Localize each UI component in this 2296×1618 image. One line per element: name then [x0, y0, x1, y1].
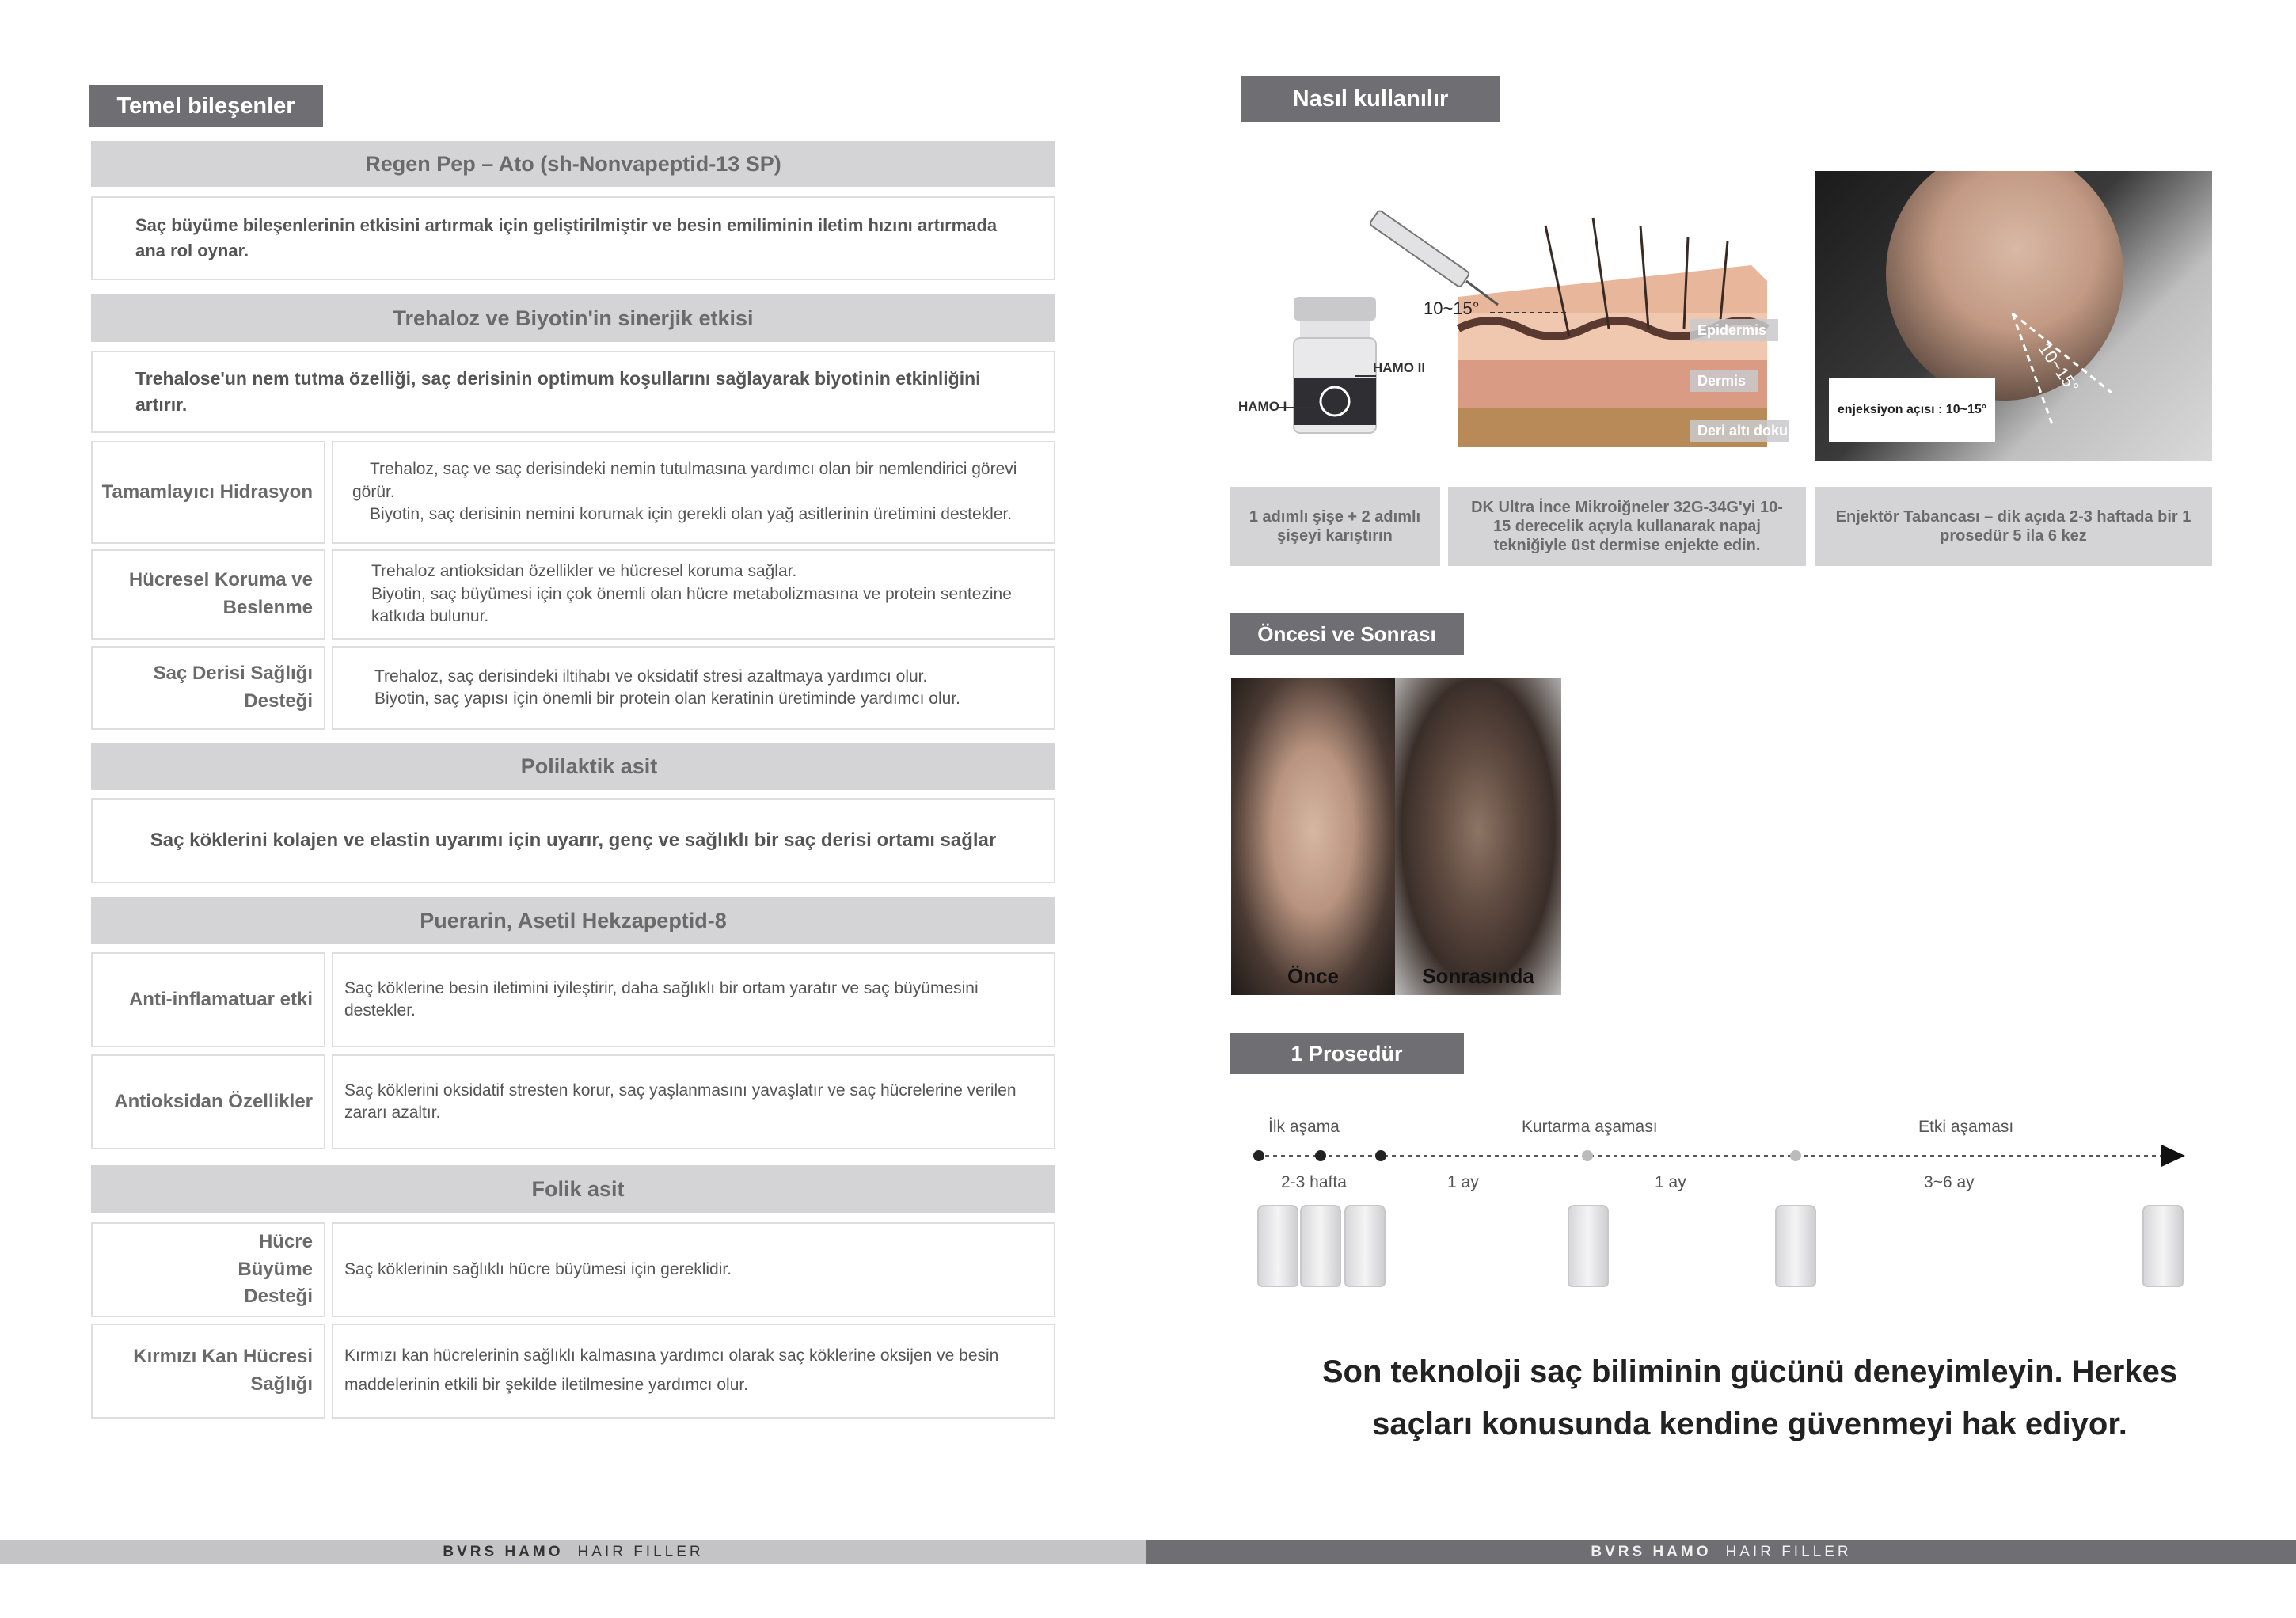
duration-3: 1 ay	[1655, 1173, 1686, 1191]
folic-label-1: Hücre Büyüme Desteği	[91, 1222, 325, 1317]
trehalose-desc-1-line2: Biyotin, saç derisinin nemini korumak için gerekli olan yağ asitlerinin üretimini destekler.	[370, 505, 1013, 524]
folic-label-2: Kırmızı Kan Hücresi Sağlığı	[91, 1324, 325, 1419]
subcutis-label: Deri altı doku	[1697, 423, 1789, 439]
trehalose-label-1: Tamamlayıcı Hidrasyon	[91, 441, 325, 544]
pla-text: Saç köklerini kolajen ve elastin uyarımı için uyarır, genç ve sağlıklı bir saç derisi ortamı sağlar	[150, 829, 997, 851]
puerarin-desc-2: Saç köklerini oksidatif stresten korur, saç yaşlanmasını yavaşlatır ve saç hücrelerine verilen zararı azaltır.	[332, 1054, 1055, 1149]
slogan-line-1: Son teknoloji saç biliminin gücünü deneyimleyin. Herkes	[1321, 1354, 2178, 1389]
slogan	[1235, 1346, 2264, 1450]
trehalose-desc-1-line1: Trehaloz, saç ve saç derisindeki nemin tutulmasına yardımcı olan bir nemlendirici görevi görür.	[352, 460, 1017, 501]
puerarin-heading: Puerarin, Asetil Hekzapeptid-8	[91, 897, 1055, 944]
trehalose-desc-2	[332, 549, 1055, 640]
syringe-illustration	[1369, 210, 1498, 305]
dermis-label: Dermis	[1697, 373, 1747, 389]
puerarin-desc-1: Saç köklerine besin iletimini iyileştirir, daha sağlıklı bir ortam yaratır ve saç büyümesini destekler.	[332, 952, 1055, 1047]
phase-recovery: Kurtarma aşaması	[1522, 1118, 1658, 1136]
duration-1: 2-3 hafta	[1281, 1173, 1347, 1191]
timeline-line	[1251, 1140, 2193, 1172]
trehalose-text: Trehalose'un nem tutma özelliği, saç derisinin optimum koşullarını sağlayarak biyotinin etkinliğini artırır.	[135, 367, 981, 415]
epidermis-label: Epidermis	[1697, 322, 1767, 338]
angle-label: 10~15°	[1424, 298, 1480, 318]
section-title-before-after: Öncesi ve Sonrası	[1230, 613, 1464, 655]
puerarin-label-2: Antioksidan Özellikler	[91, 1054, 325, 1149]
caption-step-1: 1 adımlı şişe + 2 adımlı şişeyi karıştırın	[1230, 487, 1440, 566]
footer-left-product: HAIR FILLER	[577, 1544, 704, 1560]
timeline-dot	[1375, 1150, 1386, 1161]
after-label: Sonrasında	[1422, 964, 1534, 988]
injection-diagram	[1229, 194, 1799, 463]
vial-icon	[1257, 1205, 1298, 1287]
vial-illustration	[1294, 297, 1376, 433]
footer-right-brand: BVRS HAMO	[1591, 1544, 1712, 1560]
timeline-dot	[1790, 1150, 1801, 1161]
duration-4: 3~6 ay	[1924, 1173, 1975, 1191]
photo-angle-label: enjeksiyon açısı : 10~15°	[1829, 378, 1995, 442]
trehalose-desc-2-line2: Biyotin, saç büyümesi için çok önemli olan hücre metabolizmasına ve protein sentezine katkıda bulunur.	[371, 584, 1012, 626]
folic-desc-1: Saç köklerinin sağlıklı hücre büyümesi için gereklidir.	[332, 1222, 1055, 1317]
timeline-dot	[1315, 1150, 1326, 1161]
pla-box	[91, 798, 1055, 883]
section-title-key-ingredients: Temel bileşenler	[89, 85, 323, 127]
folic-desc-2: Kırmızı kan hücrelerinin sağlıklı kalmasına yardımcı olarak saç köklerine oksijen ve besin maddelerinin etkili bir şekilde iletilmesine yardımcı olur.	[332, 1324, 1055, 1419]
before-photo	[1231, 678, 1395, 995]
before-label: Önce	[1287, 964, 1340, 988]
timeline-dot	[1253, 1150, 1264, 1161]
vial-icon	[1344, 1205, 1386, 1287]
timeline-arrow-icon	[2161, 1145, 2185, 1167]
duration-2: 1 ay	[1447, 1173, 1479, 1191]
section-title-procedure: 1 Prosedür	[1230, 1033, 1464, 1074]
injection-photo	[1815, 171, 2212, 461]
trehalose-desc-2-line1: Trehaloz antioksidan özellikler ve hücresel koruma sağlar.	[371, 562, 797, 581]
vial-icon	[1300, 1205, 1341, 1287]
trehalose-desc-3	[332, 646, 1055, 730]
trehalose-heading: Trehaloz ve Biyotin'in sinerjik etkisi	[91, 294, 1055, 342]
footer-right	[1146, 1540, 2296, 1564]
trehalose-desc-3-line2: Biyotin, saç yapısı için önemli bir protein olan keratinin üretiminde yardımcı olur.	[374, 689, 961, 708]
vial-icon	[1775, 1205, 1816, 1287]
hamo1-label: HAMO I	[1238, 399, 1287, 414]
photo-angle-mark: 10~15°	[2034, 339, 2083, 397]
trehalose-label-2: Hücresel Koruma ve Beslenme	[91, 549, 325, 640]
trehalose-box	[91, 351, 1055, 433]
folic-heading: Folik asit	[91, 1165, 1055, 1213]
timeline-dot	[1582, 1150, 1593, 1161]
footer-right-product: HAIR FILLER	[1725, 1544, 1852, 1560]
section-title-how-to-use: Nasıl kullanılır	[1241, 76, 1500, 122]
footer-left-brand: BVRS HAMO	[443, 1544, 564, 1560]
footer-left	[0, 1540, 1146, 1564]
puerarin-label-1: Anti-inflamatuar etki	[91, 952, 325, 1047]
vial-icon	[1568, 1205, 1609, 1287]
pla-heading: Polilaktik asit	[91, 743, 1055, 790]
slogan-line-2: saçları konusunda kendine güvenmeyi hak ediyor.	[1372, 1407, 2127, 1441]
vial-icon	[2142, 1205, 2184, 1287]
trehalose-desc-1	[332, 441, 1055, 544]
hamo2-label: HAMO II	[1373, 360, 1426, 375]
trehalose-label-3: Saç Derisi Sağlığı Desteği	[91, 646, 325, 730]
after-photo	[1395, 678, 1561, 995]
regen-text: Saç büyüme bileşenlerinin etkisini artırmak için geliştirilmiştir ve besin emiliminin iletim hızını artırmada ana rol oynar.	[135, 215, 998, 260]
phase-effect: Etki aşaması	[1918, 1118, 2014, 1136]
caption-step-2: DK Ultra İnce Mikroiğneler 32G-34G'yi 10-15 derecelik açıyla kullanarak napaj tekniğiyle üst dermise enjekte edin.	[1448, 487, 1806, 566]
regen-heading: Regen Pep – Ato (sh-Nonvapeptid-13 SP)	[91, 141, 1055, 187]
phase-initial: İlk aşama	[1268, 1118, 1340, 1136]
caption-step-3: Enjektör Tabancası – dik açıda 2-3 haftada bir 1 prosedür 5 ila 6 kez	[1815, 487, 2212, 566]
trehalose-desc-3-line1: Trehaloz, saç derisindeki iltihabı ve oksidatif stresi azaltmaya yardımcı olur.	[374, 667, 928, 686]
regen-box	[91, 196, 1055, 280]
